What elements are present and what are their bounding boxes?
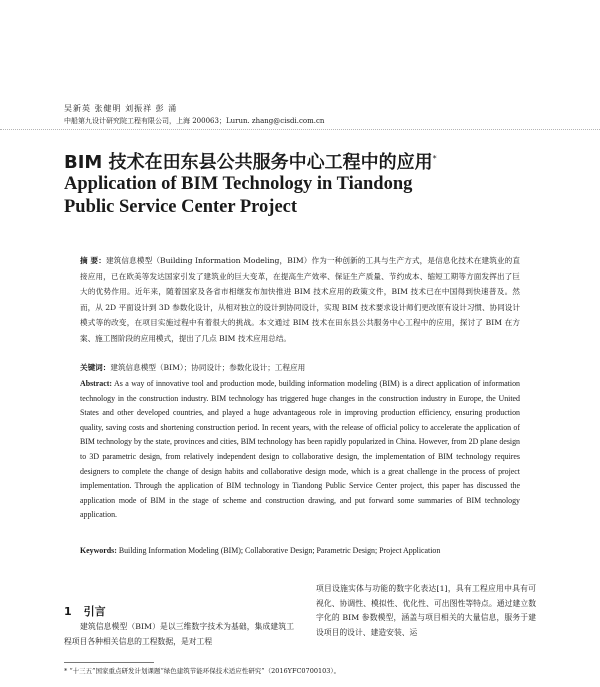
title-chinese (64, 148, 437, 174)
header-divider (0, 129, 600, 130)
keywords-chinese-label: 关键词： (80, 363, 111, 372)
abstract-english (80, 377, 520, 523)
abstract-english-text: As a way of innovative tool and production mode, building information modeling (BIM) is a direct application of information technology in the construction industry. BIM technology has triggered huge changes in the construction industry in Europe, the United States and other developed countries, and played a huge advantageous role in improving production efficiency, ensuring production quality, saving costs and shortening construction period. In recent years, with the release of official policy to accelerate the application of BIM technology by the state, provinces and cities, BIM technology has been rapidly popularized in China. However, from 2D plane design to 3D parametric design, from relatively independent design to collaborative design, the implementation of BIM technology requires designers to complete the change of design habits and collaborative design mode, which is a great challenge in the process of project implementation. Through the application of BIM technology in Tiandong Public Service Center project, this paper has discussed the application mode of BIM in the stage of scheme and construction drawing, and put forward some summaries of BIM technology application. (80, 379, 520, 520)
title-chinese-text: BIM 技术在田东县公共服务中心工程中的应用 (64, 152, 433, 173)
keywords-english (80, 544, 520, 559)
keywords-chinese (80, 362, 520, 373)
keywords-english-label: Keywords: (80, 546, 117, 555)
abstract-chinese-text: 建筑信息模型（Building Information Modeling，BIM）作为一种创新的工具与生产方式，是信息化技术在建筑业的直接应用，已在欧美等发达国家引发了建筑业的巨大变革，在提高生产效率、保证生产质量、节约成本、缩短工期等方面发挥出了巨大的优势作用。近年来，随着国家及各省市相继发布加快推进 BIM 技术应用的政策文件，BIM 技术已在中国得到快速普及。然而，从 2D 平面设计到 3D 参数化设计，从相对独立的设计到协同设计，实现 BIM 技术要求设计师们更改原有设计习惯、协同设计模式等的改变，在项目实施过程中有着很大的挑战。本文通过 BIM 技术在田东县公共服务中心工程中的应用，探讨了 BIM 在方案、施工图阶段的应用模式，提出了几点 BIM 技术应用总结。 (80, 256, 520, 343)
footnote: * “十三五”国家重点研发计划课题“绿色建筑节能环保技术适应性研究”（2016YFC0700103）。 (64, 667, 341, 675)
section-title: 引言 (83, 605, 106, 618)
abstract-chinese-label: 摘 要： (80, 256, 106, 265)
footnote-rule (64, 662, 154, 663)
title-english (64, 173, 412, 219)
section-number: 1 (64, 605, 72, 618)
abstract-english-label: Abstract: (80, 379, 112, 388)
affiliation: 中船第九设计研究院工程有限公司，上海 200063；Lurun. zhang@cisdi.com.cn (64, 117, 325, 125)
title-english-line-2: Public Service Center Project (64, 197, 298, 217)
body-text-right-column: 项目设施实体与功能的数字化表达[1]，具有工程应用中具有可视化、协调性、模拟性、优化性、可出图性等特点。通过建立数字化的 BIM 参数模型，涵盖与项目相关的大量信息，服务于建设项目的设计、建造安装、运 (316, 584, 536, 637)
section-heading (64, 603, 106, 619)
authors: 吴新英 张健明 刘振祥 彭 涌 (64, 104, 178, 113)
keywords-english-text: Building Information Modeling (BIM); Collaborative Design; Parametric Design; Project Application (118, 546, 441, 555)
title-footnote-mark: * (432, 154, 437, 163)
title-english-line-1: Application of BIM Technology in Tiandong (64, 174, 413, 194)
body-text-left-column: 建筑信息模型（BIM）是以三维数字技术为基础，集成建筑工程项目各种相关信息的工程数据，是对工程 (64, 622, 294, 646)
keywords-chinese-text: 建筑信息模型（BIM）；协同设计；参数化设计；工程应用 (110, 363, 306, 372)
abstract-chinese (80, 253, 520, 346)
